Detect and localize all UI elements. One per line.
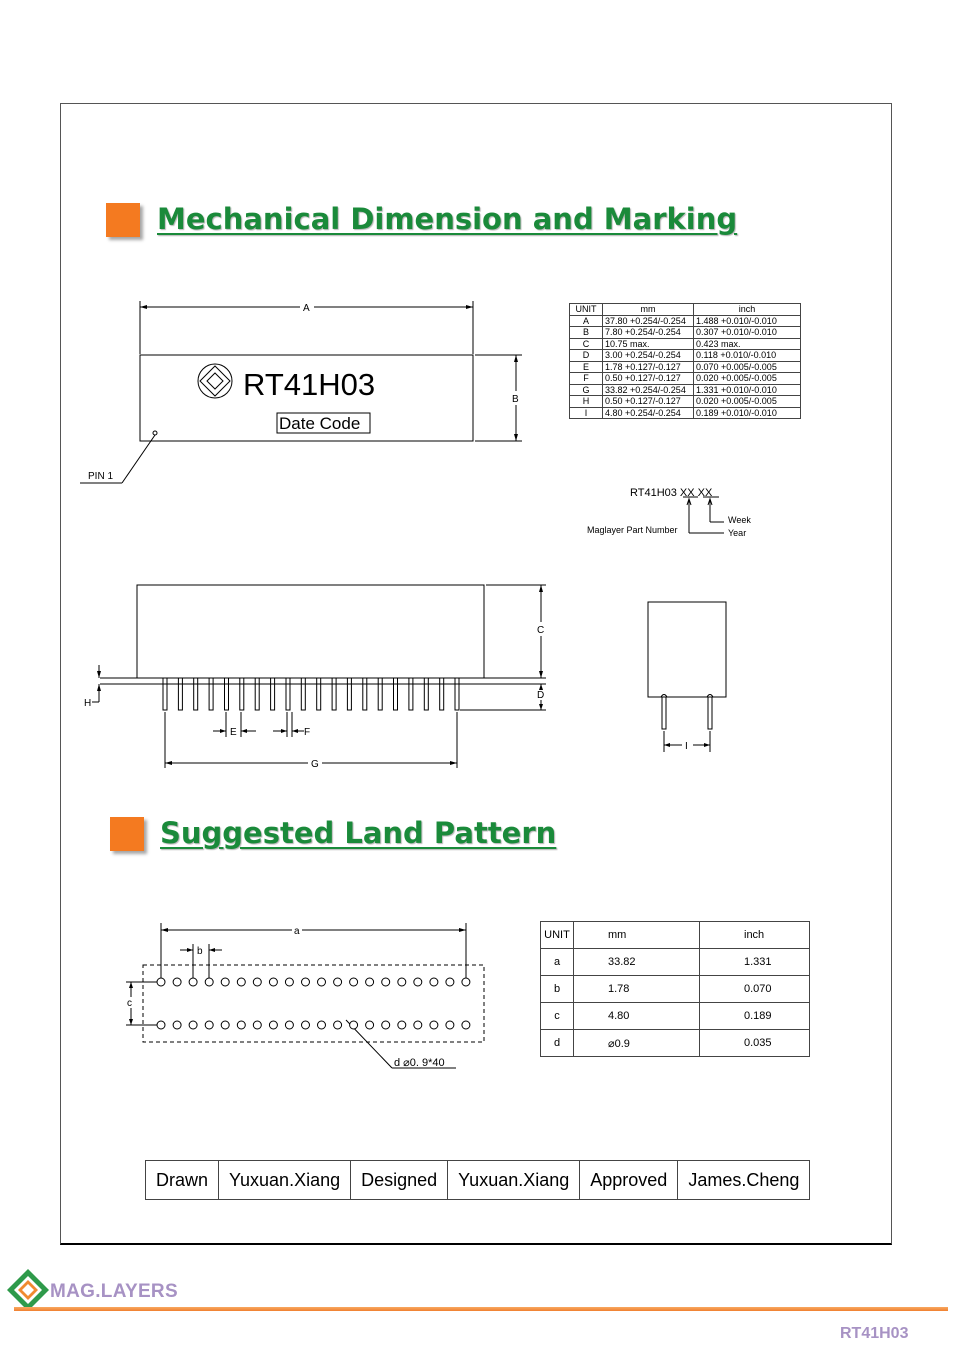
year-label: Year <box>728 528 747 538</box>
table-row: C 10.75 max. 0.423 max. <box>570 338 801 350</box>
land-hole <box>205 978 213 986</box>
land-hole <box>446 978 454 986</box>
land-hole <box>189 1021 197 1029</box>
marking-code: RT41H03 XX XX <box>630 487 713 499</box>
land-hole <box>173 978 181 986</box>
table-row: c 4.80 0.189 <box>541 1003 810 1030</box>
table-row: G 33.82 +0.254/-0.254 1.331 +0.010/-0.010 <box>570 384 801 396</box>
week-label: Week <box>728 515 751 525</box>
section-title-mechanical: Mechanical Dimension and Marking <box>157 202 738 236</box>
land-hole <box>366 1021 374 1029</box>
land-table-header-unit: UNIT <box>541 922 574 949</box>
drawn-label: Drawn <box>146 1161 219 1200</box>
dim-label-g: G <box>311 759 319 770</box>
land-hole <box>350 1021 358 1029</box>
land-hole <box>366 978 374 986</box>
section-title-land: Suggested Land Pattern <box>160 816 557 850</box>
land-hole <box>414 978 422 986</box>
table-row: D 3.00 +0.254/-0.254 0.118 +0.010/-0.010 <box>570 350 801 362</box>
signoff-table <box>145 1160 810 1200</box>
table-row: b 1.78 0.070 <box>541 976 810 1003</box>
land-label-a: a <box>294 926 300 937</box>
land-hole <box>253 978 261 986</box>
land-table-header-mm: mm <box>574 922 700 949</box>
maglayers-logo-icon <box>6 1268 50 1312</box>
land-hole <box>318 978 326 986</box>
land-hole <box>302 978 310 986</box>
table-row: d ⌀0.9 0.035 <box>541 1030 810 1057</box>
land-hole <box>205 1021 213 1029</box>
table-row: I 4.80 +0.254/-0.254 0.189 +0.010/-0.010 <box>570 407 801 419</box>
land-hole <box>398 1021 406 1029</box>
land-hole <box>462 1021 470 1029</box>
approved-label: Approved <box>580 1161 678 1200</box>
approved-name: James.Cheng <box>678 1161 810 1200</box>
land-hole <box>285 978 293 986</box>
land-hole <box>253 1021 261 1029</box>
land-hole <box>157 978 165 986</box>
land-hole <box>237 1021 245 1029</box>
maglayer-pn-label: Maglayer Part Number <box>587 525 678 535</box>
part-marking: RT41H03 <box>243 367 376 402</box>
land-hole <box>269 1021 277 1029</box>
land-table-header-inch: inch <box>700 922 810 949</box>
land-hole <box>398 978 406 986</box>
dim-label-a: A <box>303 303 310 314</box>
dim-table-header-unit: UNIT <box>570 304 603 316</box>
land-hole <box>430 978 438 986</box>
land-hole <box>382 978 390 986</box>
footer-bar <box>14 1307 948 1311</box>
dim-label-b: B <box>512 394 519 405</box>
land-hole <box>269 978 277 986</box>
pin1-label: PIN 1 <box>88 471 114 482</box>
land-hole <box>334 978 342 986</box>
table-row: a 33.82 1.331 <box>541 949 810 976</box>
land-pattern-table <box>540 921 810 1057</box>
table-row: H 0.50 +0.127/-0.127 0.020 +0.005/-0.005 <box>570 396 801 408</box>
dim-label-f: F <box>304 727 311 738</box>
footer-part-number: RT41H03 <box>840 1325 909 1342</box>
dim-label-c: C <box>537 625 545 636</box>
land-hole <box>221 1021 229 1029</box>
land-hole <box>285 1021 293 1029</box>
land-hole <box>350 978 358 986</box>
dim-label-e: E <box>230 727 237 738</box>
land-hole <box>157 1021 165 1029</box>
land-hole <box>221 978 229 986</box>
land-hole <box>382 1021 390 1029</box>
designed-label: Designed <box>351 1161 448 1200</box>
dim-label-h: H <box>84 698 92 709</box>
land-hole <box>334 1021 342 1029</box>
land-hole <box>318 1021 326 1029</box>
table-row: A 37.80 +0.254/-0.254 1.488 +0.010/-0.010 <box>570 315 801 327</box>
dim-label-i: I <box>685 741 688 752</box>
table-row: E 1.78 +0.127/-0.127 0.070 +0.005/-0.005 <box>570 361 801 373</box>
dim-label-d: D <box>537 690 545 701</box>
land-label-b: b <box>197 946 203 957</box>
land-hole <box>414 1021 422 1029</box>
land-label-c: c <box>127 998 132 1009</box>
land-hole <box>462 978 470 986</box>
dim-table-header-inch: inch <box>694 304 801 316</box>
land-hole <box>189 978 197 986</box>
brand-name: MAG.LAYERS <box>50 1281 178 1302</box>
land-hole <box>430 1021 438 1029</box>
designed-name: Yuxuan.Xiang <box>448 1161 580 1200</box>
land-hole <box>446 1021 454 1029</box>
table-row: B 7.80 +0.254/-0.254 0.307 +0.010/-0.010 <box>570 327 801 339</box>
date-code: Date Code <box>279 414 361 433</box>
land-hole <box>237 978 245 986</box>
dim-table-header-mm: mm <box>603 304 694 316</box>
hole-note: d ⌀0. 9*40 <box>394 1057 445 1069</box>
table-row: F 0.50 +0.127/-0.127 0.020 +0.005/-0.005 <box>570 373 801 385</box>
land-hole <box>302 1021 310 1029</box>
drawn-name: Yuxuan.Xiang <box>219 1161 351 1200</box>
land-hole <box>173 1021 181 1029</box>
